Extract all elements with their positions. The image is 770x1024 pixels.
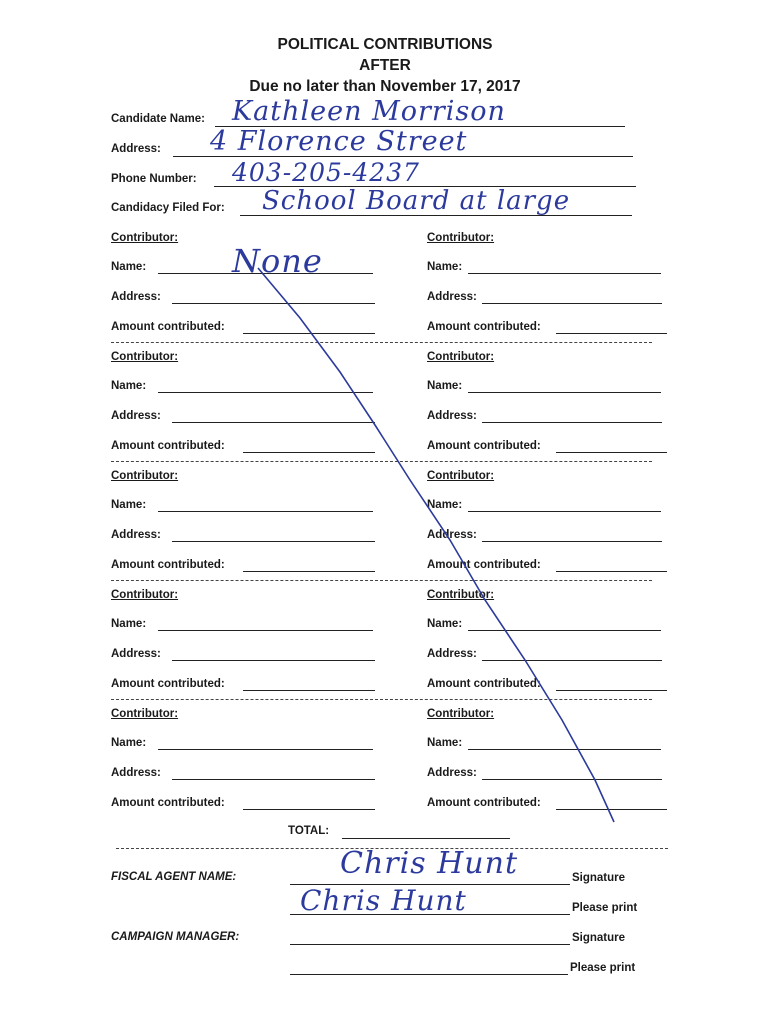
contributor-9-name-label: Name: <box>111 737 147 749</box>
contributor-6-name-label: Name: <box>427 499 463 511</box>
contributor-6-heading-label: Contributor: <box>427 470 495 482</box>
contributor-3-heading-label: Contributor: <box>111 351 179 363</box>
contributor-4-amount-label: Amount contributed: <box>427 440 541 452</box>
campaign-manager-signature-line <box>290 944 570 945</box>
candidacy-filed-value: School Board at large <box>262 186 571 216</box>
contributor-8-amount-label: Amount contributed: <box>427 678 541 690</box>
form-due-date: Due no later than November 17, 2017 <box>249 78 521 95</box>
contributor-10-address-label: Address: <box>427 767 477 779</box>
candidate-name-label: Candidate Name: <box>111 113 205 125</box>
campaign-manager-print-line <box>290 974 568 975</box>
contributor-none-value: None <box>232 242 323 280</box>
contributor-2-name-label: Name: <box>427 261 463 273</box>
contributor-10-amount-label: Amount contributed: <box>427 797 541 809</box>
contributor-3-amount-label: Amount contributed: <box>111 440 225 452</box>
contributor-1-address-label: Address: <box>111 291 161 303</box>
fiscal-agent-print-label: Please print <box>572 902 638 914</box>
strike-path <box>258 268 614 822</box>
contributor-5-address-label: Address: <box>111 529 161 541</box>
contributor-2-amount-label: Amount contributed: <box>427 321 541 333</box>
contributor-5-heading-label: Contributor: <box>111 470 179 482</box>
contributor-1-amount-label: Amount contributed: <box>111 321 225 333</box>
form-title-line1: POLITICAL CONTRIBUTIONS <box>277 36 493 53</box>
contributor-5-amount-label: Amount contributed: <box>111 559 225 571</box>
contributor-8-address-label: Address: <box>427 648 477 660</box>
contributor-2-address-label: Address: <box>427 291 477 303</box>
contributor-9-amount-label: Amount contributed: <box>111 797 225 809</box>
total-line <box>342 838 510 839</box>
contributor-7-name-label: Name: <box>111 618 147 630</box>
total-label: TOTAL: <box>288 825 330 837</box>
candidate-address-label: Address: <box>111 143 161 155</box>
contributor-3-name-label: Name: <box>111 380 147 392</box>
contributor-10-heading-label: Contributor: <box>427 708 495 720</box>
candidacy-filed-label: Candidacy Filed For: <box>111 202 225 214</box>
contributor-8-name-label: Name: <box>427 618 463 630</box>
fiscal-agent-signature-label: Signature <box>572 872 626 884</box>
candidate-address-value: 4 Florence Street <box>210 126 468 157</box>
contributor-7-heading-label: Contributor: <box>111 589 179 601</box>
contributor-10-name-label: Name: <box>427 737 463 749</box>
fiscal-agent-label: FISCAL AGENT NAME: <box>111 871 237 883</box>
contributor-1-name-label: Name: <box>111 261 147 273</box>
phone-number-label: Phone Number: <box>111 173 197 185</box>
contributor-8-heading-label: Contributor: <box>427 589 495 601</box>
contributor-9-heading-label: Contributor: <box>111 708 179 720</box>
campaign-manager-label: CAMPAIGN MANAGER: <box>111 931 240 943</box>
phone-number-value: 403-205-4237 <box>232 158 420 187</box>
contributor-7-amount-label: Amount contributed: <box>111 678 225 690</box>
contributor-4-address-label: Address: <box>427 410 477 422</box>
campaign-manager-signature-label: Signature <box>572 932 626 944</box>
contributor-1-heading-label: Contributor: <box>111 232 179 244</box>
contributor-4-name-label: Name: <box>427 380 463 392</box>
candidate-name-value: Kathleen Morrison <box>232 96 506 127</box>
campaign-manager-print-label: Please print <box>570 962 636 974</box>
contributor-4-heading-label: Contributor: <box>427 351 495 363</box>
fiscal-agent-print-value: Chris Hunt <box>300 884 467 917</box>
contributor-6-amount-label: Amount contributed: <box>427 559 541 571</box>
fiscal-agent-signature-value: Chris Hunt <box>340 846 519 881</box>
contributor-3-address-label: Address: <box>111 410 161 422</box>
contributor-6-address-label: Address: <box>427 529 477 541</box>
contributor-2-heading-label: Contributor: <box>427 232 495 244</box>
contributor-5-name-label: Name: <box>111 499 147 511</box>
contributor-9-address-label: Address: <box>111 767 161 779</box>
form-title-line2: AFTER <box>359 57 411 74</box>
contributor-7-address-label: Address: <box>111 648 161 660</box>
